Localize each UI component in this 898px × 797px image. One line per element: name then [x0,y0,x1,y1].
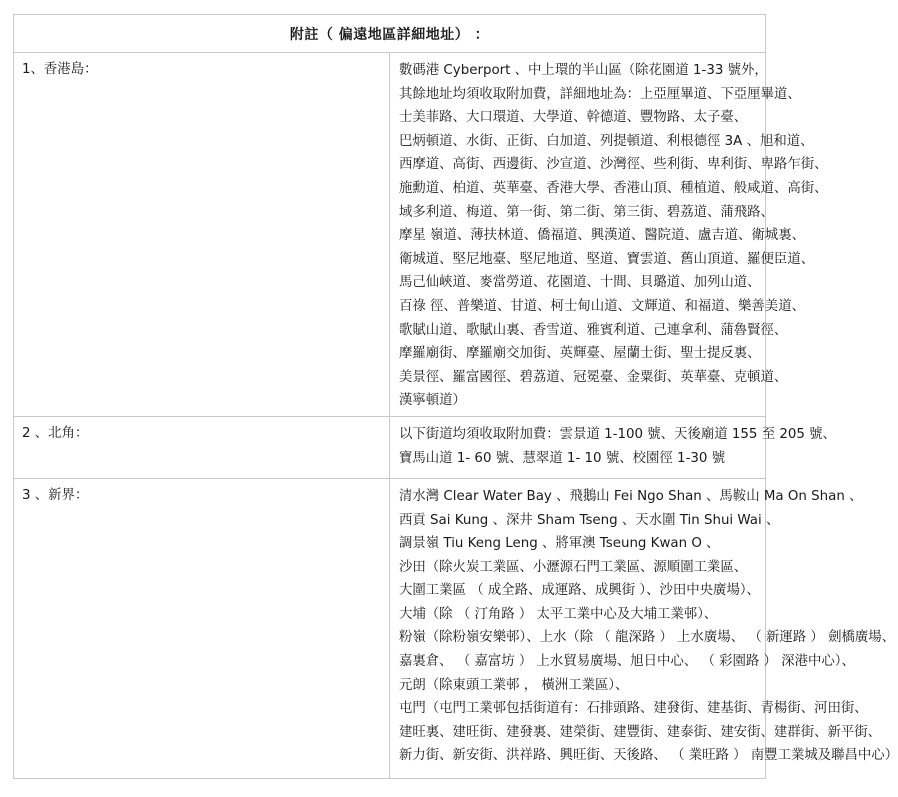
address-line: 大埔（除 （ 汀角路 ） 太平工業中心及大埔工業邨）、 [399,606,718,622]
address-line: 沙田（除火炭工業區、小瀝源石門工業區、源順圍工業區、 [399,559,748,575]
address-line: 調景嶺 Tiu Keng Leng 、將軍澳 Tseung Kwan O 、 [399,536,720,552]
address-line: 新力街、新安街、洪祥路、興旺街、天後路、 （ 業旺路 ） 南豐工業城及聯昌中心） [399,748,898,764]
address-line: 衛城道、堅尼地臺、堅尼地道、堅道、寶雲道、舊山頂道、羅便臣道、 [399,251,815,267]
address-line: 其餘地址均須收取附加費，詳細地址為：上亞厘畢道、下亞厘畢道、 [399,86,801,102]
address-line: 美景徑、羅富國徑、碧荔道、冠冕臺、金粟街、英華臺、克頓道、 [399,369,788,385]
address-line: 清水灣 Clear Water Bay 、飛鵝山 Fei Ngo Shan 、馬鞍山 Ma On Shan 、 [399,488,863,504]
address-line: 西摩道、高街、西邊街、沙宣道、沙灣徑、些利街、卑利街、卑路乍街、 [399,157,828,173]
table-header-row [14,15,766,53]
address-line: 漢寧頓道） [399,393,466,409]
address-line: 元朗（除東頭工業邨 ， 橫洲工業區）、 [399,677,629,693]
address-line: 歌賦山道、歌賦山裏、香雪道、雅賓利道、己連拿利、蒲魯賢徑、 [399,322,788,338]
address-list [390,53,828,417]
table-row-hong-kong-island [14,53,766,417]
address-line: 嘉裏倉、 （ 嘉富坊 ） 上水貿易廣場、旭日中心、 （ 彩園路 ） 深港中心）、 [399,654,855,670]
address-line: 摩羅廟街、摩羅廟交加街、英輝臺、屋蘭士街、聖士提反裏、 [399,346,761,362]
address-line: 士美菲路、大口環道、大學道、幹德道、豐物路、太子臺、 [399,110,748,126]
table-row-new-territories [14,478,766,778]
remote-area-table [13,14,898,779]
address-line: 大圍工業區 （ 成全路、成運路、成興街 ）、沙田中央廣場）、 [399,583,760,599]
address-line: 巴炳頓道、水街、正街、白加道、列提頓道、利根德徑 3A 、旭和道、 [399,133,814,149]
address-line: 粉嶺（除粉嶺安樂邨）、上水（除 （ 龍深路 ） 上水廣場、 （ 新運路 ） 劍橋廣場、 [399,630,896,646]
remote-area-notes [13,14,898,779]
address-line: 施勳道、柏道、英華臺、香港大學、香港山頂、種植道、般咸道、高街、 [399,180,828,196]
address-line: 數碼港 Cyberport 、中上環的半山區（除花園道 1-33 號外， [399,63,768,78]
address-line: 馬己仙峽道、麥當勞道、花園道、十間、貝璐道、加列山道、 [399,275,761,291]
address-line: 百祿 徑、普樂道、甘道、柯士甸山道、文輝道、和福道、樂善美道、 [399,298,805,314]
address-line: 摩星 嶺道、薄扶林道、僑福道、興漢道、醫院道、盧吉道、衛城裏、 [399,228,805,244]
table-row-north-point [14,416,766,478]
table-title: 附註（ 偏遠地區詳細地址） ： [14,15,766,53]
address-list [390,416,836,478]
address-line: 域多利道、梅道、第一街、第二街、第三街、碧荔道、蒲飛路、 [399,204,774,220]
address-line: 寶馬山道 1- 60 號、慧翠道 1- 10 號、校園徑 1-30 號 [399,450,726,466]
address-list [390,478,898,778]
region-label: 3 、新界： [14,478,390,778]
region-label: 1、香港島： [14,53,390,417]
region-label: 2 、北角： [14,416,390,478]
address-line: 西貢 Sai Kung 、深井 Sham Tseng 、天水圍 Tin Shui Wai 、 [399,512,780,528]
address-line: 以下街道均須收取附加費：雲景道 1-100 號、天後廟道 155 至 205 號、 [399,426,836,442]
address-line: 建旺裏、建旺街、建發裏、建榮街、建豐街、建泰街、建安街、建群街、新平街、 [399,724,882,740]
address-line: 屯門（屯門工業邨包括街道有：石排頭路、建發街、建基街、青楊街、河田街、 [399,701,868,717]
